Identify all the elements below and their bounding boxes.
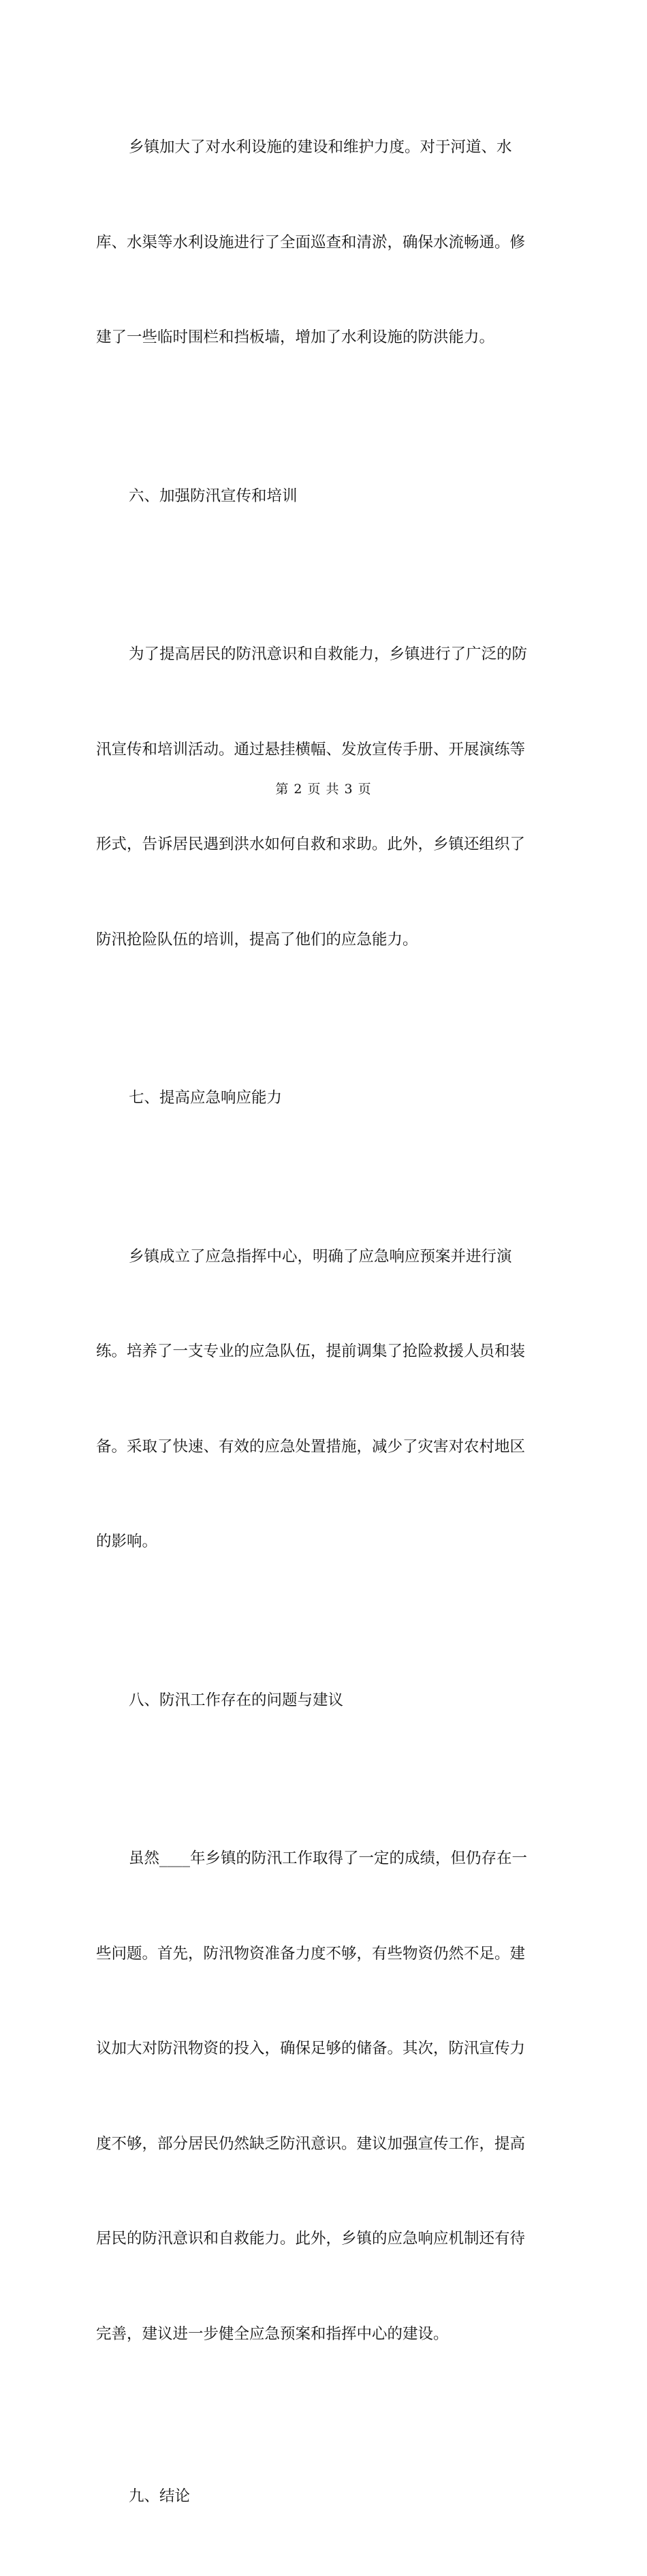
section-heading-9 xyxy=(96,2417,552,2576)
text-line: 度不够，部分居民仍然缺乏防汛意识。建议加强宣传工作，提高 xyxy=(96,2134,526,2153)
paragraph-emergency-response xyxy=(96,1178,552,1621)
text-line: 虽然____年乡镇的防汛工作取得了一定的成绩，但仍存在一 xyxy=(129,1850,528,1867)
text-line: 建了一些临时围栏和挡板墙，增加了水利设施的防洪能力。 xyxy=(96,328,495,346)
heading-text: 九、结论 xyxy=(129,2487,191,2505)
text-line: 乡镇加大了对水利设施的建设和维护力度。对于河道、水 xyxy=(129,138,512,156)
text-line: 议加大对防汛物资的投入，确保足够的储备。其次，防汛宣传力 xyxy=(96,2040,526,2057)
section-heading-6 xyxy=(96,417,552,576)
text-line: 完善，建议进一步健全应急预案和指挥中心的建设。 xyxy=(96,2325,449,2343)
page-number-footer: 第 2 页 共 3 页 xyxy=(275,782,372,797)
paragraph-waterworks xyxy=(96,68,552,417)
document-body xyxy=(96,68,552,2576)
text-line: 防汛抢险队伍的培训，提高了他们的应急能力。 xyxy=(96,930,418,949)
text-line: 的影响。 xyxy=(96,1533,158,1550)
text-line: 乡镇成立了应急指挥中心，明确了应急响应预案并进行演 xyxy=(129,1247,512,1266)
heading-text: 六、加强防汛宣传和培训 xyxy=(129,487,298,505)
text-line: 为了提高居民的防汛意识和自救能力，乡镇进行了广泛的防 xyxy=(129,645,528,663)
text-line: 些问题。首先，防汛物资准备力度不够，有些物资仍然不足。建 xyxy=(96,1944,526,1963)
text-line: 练。培养了一支专业的应急队伍，提前调集了抢险救援人员和装 xyxy=(96,1343,526,1360)
text-line: 备。采取了快速、有效的应急处置措施，减少了灾害对农村地区 xyxy=(96,1437,526,1456)
section-heading-8 xyxy=(96,1621,552,1780)
heading-text: 八、防汛工作存在的问题与建议 xyxy=(129,1691,344,1709)
text-line: 居民的防汛意识和自救能力。此外，乡镇的应急响应机制还有待 xyxy=(96,2230,526,2248)
text-line: 库、水渠等水利设施进行了全面巡查和清淤，确保水流畅通。修 xyxy=(96,233,526,251)
heading-text: 七、提高应急响应能力 xyxy=(129,1089,283,1107)
section-heading-7 xyxy=(96,1019,552,1178)
text-line: 汛宣传和培训活动。通过悬挂横幅、发放宣传手册、开展演练等 xyxy=(96,740,526,758)
paragraph-problems-suggestions xyxy=(96,1779,552,2413)
text-line: 形式，告诉居民遇到洪水如何自救和求助。此外，乡镇还组织了 xyxy=(96,835,526,853)
